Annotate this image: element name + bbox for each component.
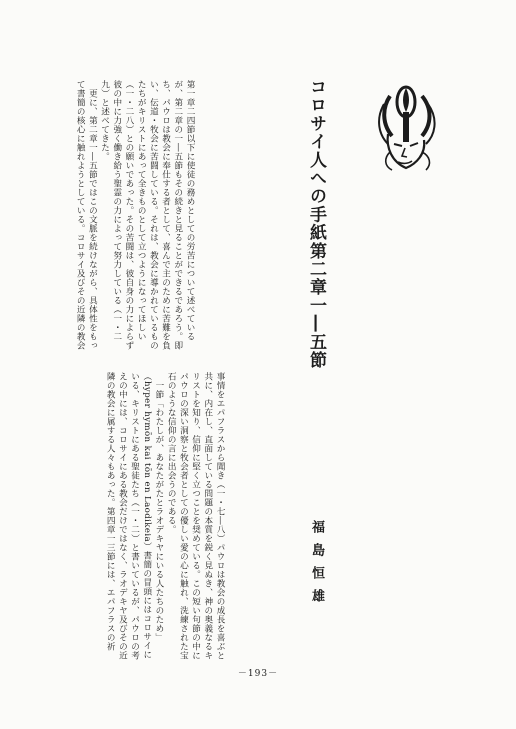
body-text-upper: 第一章二四節以下に使徒の務めとしての労苦について述べているが、第二章の一―五節もその続きと見ることができるであろう。即ち、パウロは教会に奉仕する者として、喜んで主のために苦難を負い、伝道・牧会に苦闘している。それは、教会に導かれているものたちがキリストにあって全きものとして立つようになってほしい（一・二八）との願いであった。その苦闘は、彼自身の力によらず彼の中に力強く働き給う聖霊の力によって努力している（一・二九）と述べてきた。 更に、第二章一―五節ではこの文脈を続けながら、具体性をもって書簡の核心に触れようとしている。コロサイ及びその近隣の教会 xyxy=(75,80,195,350)
body-text-lower: 事情をエパフラスから聞き（一・七―八）パウロは教会の成長を喜ぶと共に、内在し、直面している問題の本質を鋭く見ぬき、神の奥義なるキリストを知り、信仰に堅く立つことを奨めている。この短い句節の中にパウロの深い洞察と牧会者としての優しい愛の心に触れ、洗練された宝石のような信仰の言に出会うのである。 一節「わたしが、あなたがたとラオデキヤにいる人たちのため」（hyper hymōn kai tōn en Laodikeia）書簡の冒頭にはコロサイにいる、キリストにある聖徒たち（一・二）と書いているが、パウロの考えの中には、コロサイにある教会だけではなく、ラオデキヤ及びその近隣の教会に属する人々もあった。第四章一三節には、エパフラスの祈 xyxy=(105,372,225,660)
author-name: 福島恒雄 xyxy=(309,520,324,612)
candle-face-icon xyxy=(372,82,442,174)
page-number: －193－ xyxy=(237,669,279,679)
article-title: コロサイ人への手紙第二章一―五節 xyxy=(306,78,326,370)
emblem-illustration xyxy=(372,82,442,174)
